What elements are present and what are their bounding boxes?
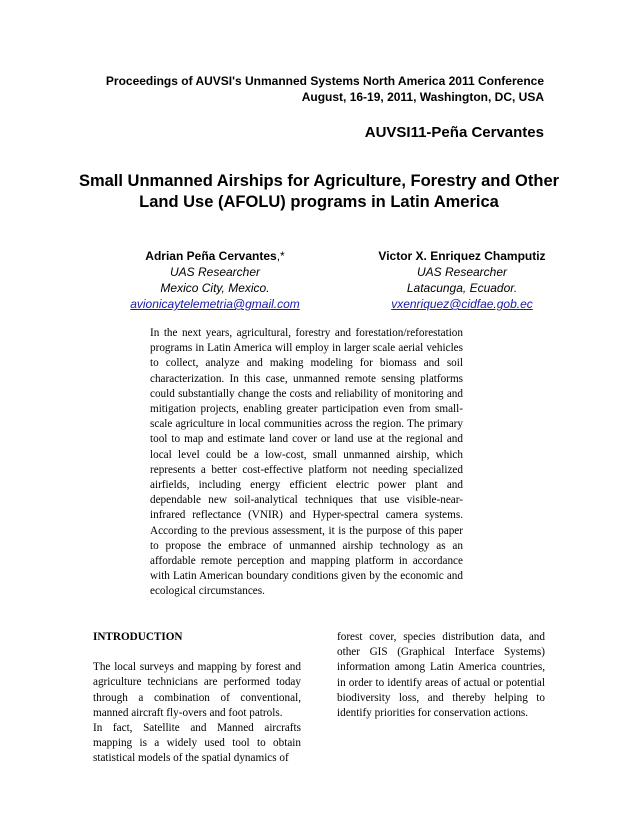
author-2-email-link[interactable]: vxenriquez@cidfae.gob.ec [391, 297, 533, 311]
author-1-location: Mexico City, Mexico. [160, 281, 270, 295]
paper-title-line1: Small Unmanned Airships for Agriculture, Forestry and Other [78, 172, 560, 190]
author-block-1 [110, 248, 320, 312]
right-paragraph-1: forest cover, species distribution data, and other GIS (Graphical Interface Systems) information among Latin America countries, in order to identify areas of actual or potential biodiversity loss, and thereby helping to identify priorities for conservation actions. [337, 631, 545, 720]
author-2-location: Latacunga, Ecuador. [406, 281, 518, 295]
author-block-2 [362, 248, 562, 312]
paper-title-line2: Land Use (AFOLU) programs in Latin America [139, 193, 499, 211]
right-column [337, 630, 545, 721]
abstract [150, 326, 463, 600]
proceedings-date: August, 16-19, 2011, Washington, DC, USA [301, 90, 544, 104]
left-paragraph-2: In fact, Satellite and Manned aircrafts mapping is a widely used tool to obtain statistical models of the spatial dynamics of [93, 722, 301, 765]
author-1-name: Adrian Peña Cervantes [145, 249, 277, 263]
author-1-role: UAS Researcher [169, 265, 261, 279]
author-1-email-link[interactable]: avionicaytelemetria@gmail.com [130, 297, 300, 311]
left-paragraph-1: The local surveys and mapping by forest and agriculture technicians are performed today through a combination of conventional, manned aircraft fly-overs and foot patrols. [93, 661, 301, 719]
introduction-heading: INTRODUCTION [93, 631, 183, 643]
author-2-name: Victor X. Enriquez Champutiz [378, 249, 546, 263]
author-2-role: UAS Researcher [416, 265, 508, 279]
left-column [93, 630, 301, 767]
author-1-mark: ,* [276, 249, 285, 263]
paper-id: AUVSI11-Peña Cervantes [364, 124, 544, 141]
abstract-text: In the next years, agricultural, forestry and forestation/reforestation programs in Latin America will employ in larger scale aerial vehicles to collect, analyze and making modeling for biomass and soil characterization. In this case, unmanned remote sensing platforms could substantially change the costs and reliability of monitoring and mitigation projects, enabling greater participation even from small-scale agriculture in local communities across the region. The primary tool to map and estimate land cover or land use at the regional and local level could be a low-cost, small unmanned airship, which represents a better cost-effective platform not needing specialized airfields, including energy efficient electric power plant and dependable new soil-analytical techniques that use visible-near-infrared reflectance (VNIR) and Hyper-spectral camera systems. According to the previous assessment, it is the purpose of this paper to propose the embrace of unmanned airship technology as an affordable remote perception and mapping platform in accordance with Latin American boundary conditions given by the economic and ecological circumstances. [150, 327, 463, 598]
paper-title [0, 171, 638, 213]
proceedings-title: Proceedings of AUVSI's Unmanned Systems North America 2011 Conference [105, 74, 544, 88]
